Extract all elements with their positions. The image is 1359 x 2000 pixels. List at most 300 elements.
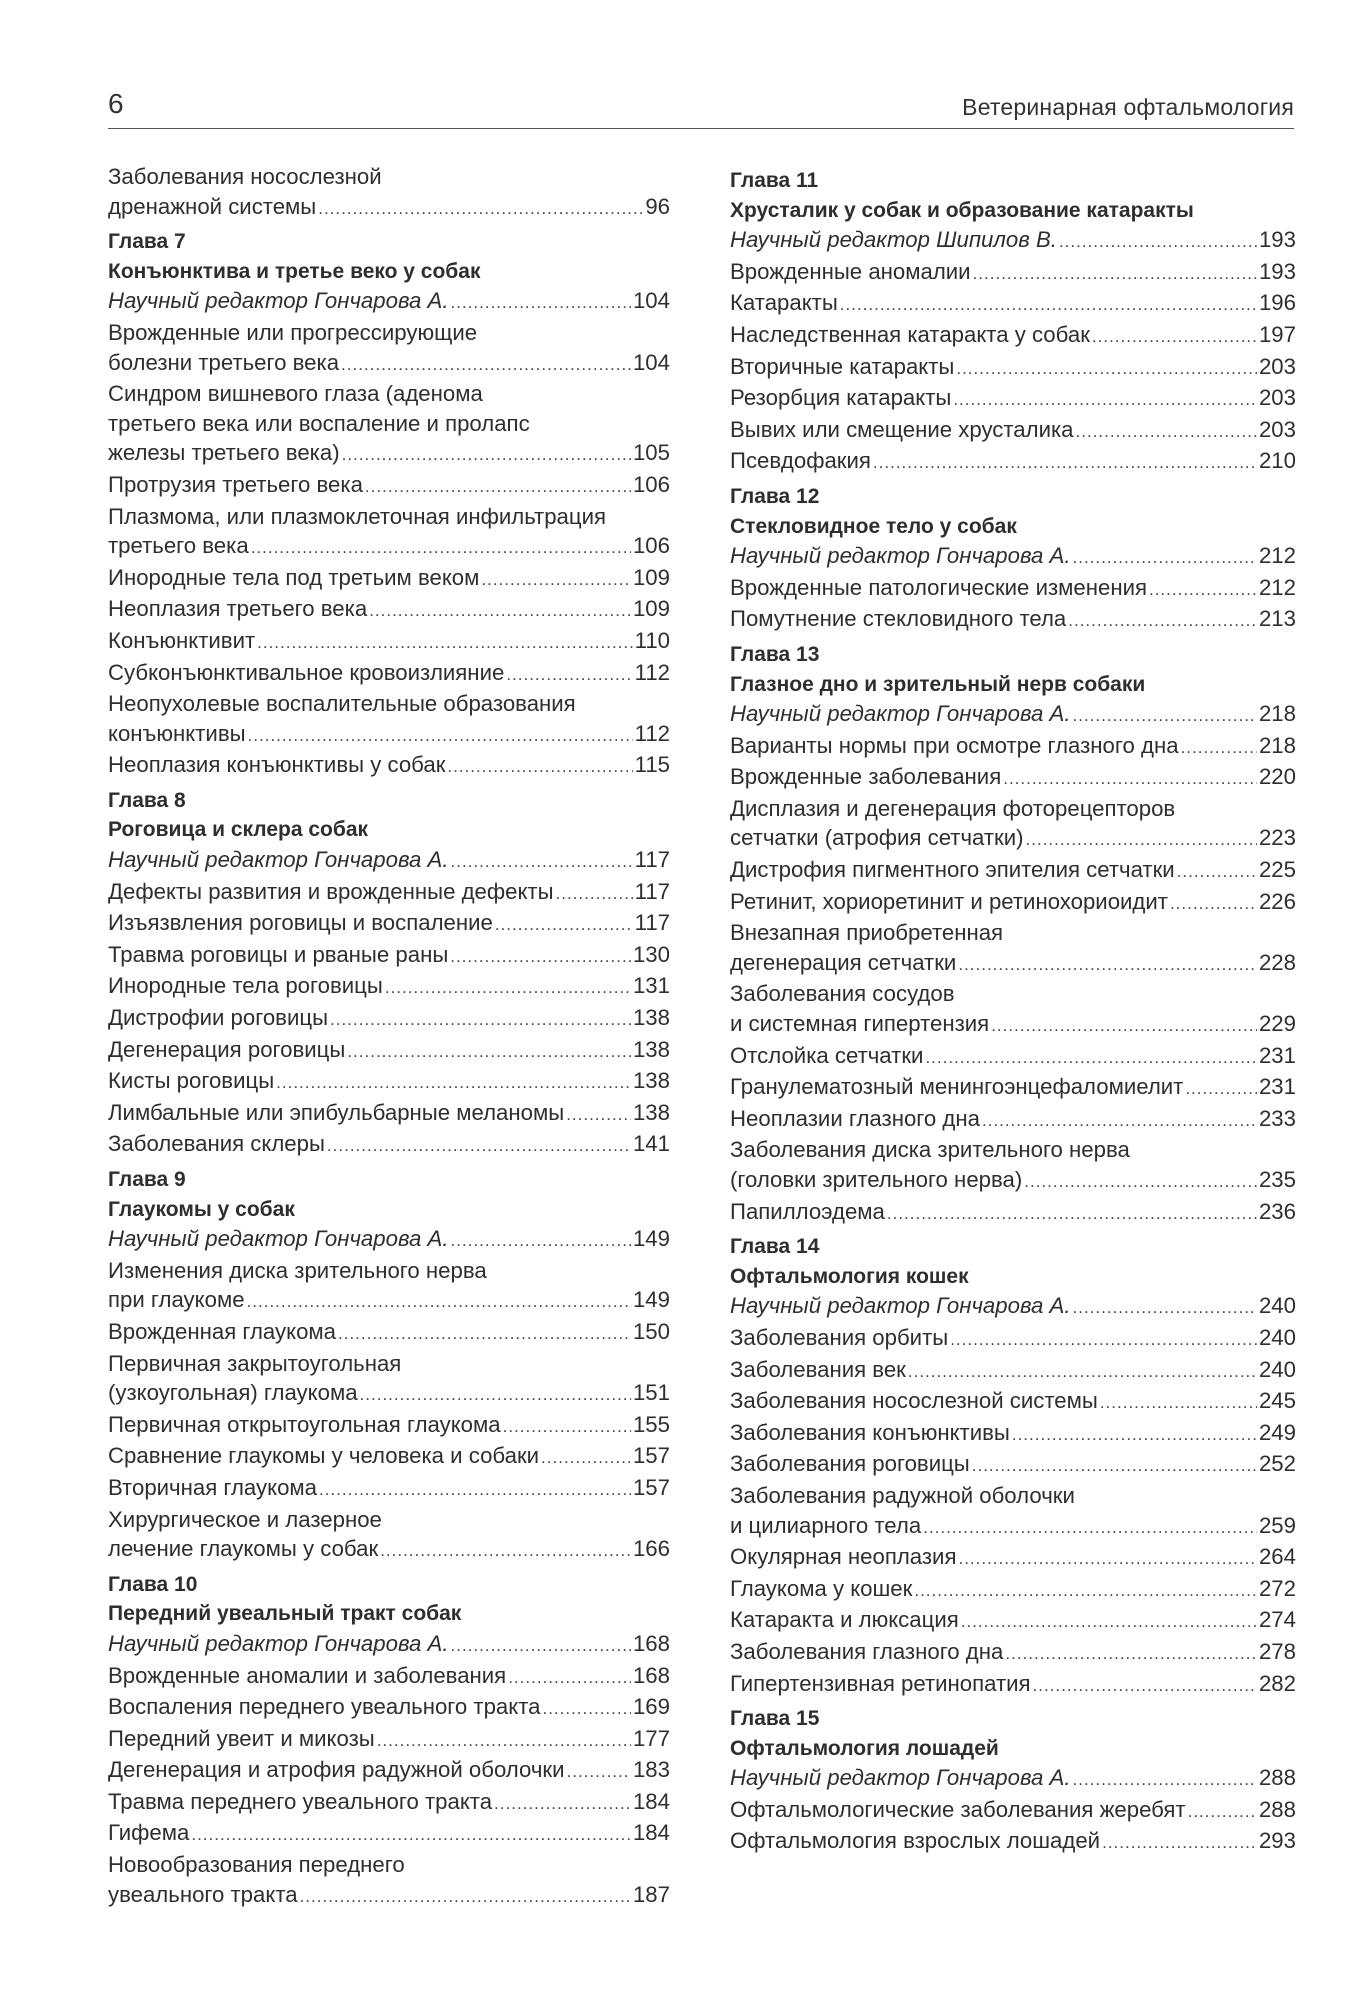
toc-page-number: 138 bbox=[632, 1099, 670, 1125]
scientific-editor-entry bbox=[730, 699, 1296, 731]
toc-entry-text: Неоплазии глазного дна bbox=[730, 1105, 980, 1131]
dot-leader bbox=[567, 1757, 631, 1787]
toc-entry bbox=[730, 1197, 1296, 1229]
dot-leader bbox=[887, 1199, 1257, 1229]
toc-page-number: 117 bbox=[634, 878, 670, 904]
toc-entry-text: Научный редактор Гончарова А. bbox=[730, 543, 1071, 569]
toc-page-number: 203 bbox=[1258, 385, 1296, 411]
toc-entry-line bbox=[108, 438, 670, 470]
toc-entry-line bbox=[730, 446, 1296, 478]
toc-entry-text: Инородные тела роговицы bbox=[108, 973, 383, 999]
toc-entry-text: Заболевания диска зрительного нерва bbox=[730, 1137, 1130, 1163]
toc-entry bbox=[730, 1449, 1296, 1481]
dot-leader bbox=[1185, 1074, 1257, 1104]
toc-page-number: 105 bbox=[632, 440, 670, 466]
dot-leader bbox=[451, 1226, 631, 1256]
toc-entry-text: Протрузия третьего века bbox=[108, 471, 363, 497]
toc-entry-text: Псевдофакия bbox=[730, 448, 871, 474]
dot-leader bbox=[1059, 227, 1257, 257]
toc-page-number: 249 bbox=[1258, 1419, 1296, 1445]
toc-entry-line bbox=[108, 1098, 670, 1130]
toc-entry-text: Врожденные патологические изменения bbox=[730, 574, 1147, 600]
toc-entry-text: Заболевания орбиты bbox=[730, 1324, 949, 1350]
toc-page-number: 235 bbox=[1258, 1167, 1296, 1192]
dot-leader bbox=[958, 1544, 1257, 1574]
toc-entry bbox=[730, 1072, 1296, 1104]
toc-page-number: 245 bbox=[1258, 1388, 1296, 1414]
chapter-title: Офтальмология лошадей bbox=[730, 1736, 999, 1760]
dot-leader bbox=[495, 910, 633, 940]
toc-page-number: 236 bbox=[1258, 1198, 1296, 1224]
toc-entry bbox=[730, 320, 1296, 352]
chapter-block bbox=[108, 786, 670, 1161]
toc-page-number: 184 bbox=[632, 1788, 670, 1814]
toc-entry-text: (узкоугольная) глаукома bbox=[108, 1380, 358, 1406]
toc-entry-text: Научный редактор Гончарова А. bbox=[108, 1630, 449, 1656]
toc-entry-text: Офтальмология взрослых лошадей bbox=[730, 1828, 1101, 1854]
toc-entry bbox=[730, 573, 1296, 605]
toc-entry bbox=[108, 1441, 670, 1473]
toc-entry-text: Изъязвления роговицы и воспаление bbox=[108, 910, 493, 936]
chapter-title: Офтальмология кошек bbox=[730, 1264, 969, 1288]
toc-entry-line bbox=[730, 948, 1296, 980]
dot-leader bbox=[451, 847, 633, 877]
scientific-editor-entry bbox=[730, 1763, 1296, 1795]
dot-leader bbox=[365, 472, 631, 502]
dot-leader bbox=[1092, 322, 1257, 352]
toc-entry bbox=[108, 626, 670, 658]
toc-entry-line bbox=[730, 1323, 1296, 1355]
dot-leader bbox=[191, 1820, 631, 1850]
dot-leader bbox=[481, 565, 631, 595]
toc-entry-text: Научный редактор Гончарова А. bbox=[730, 1293, 1071, 1319]
toc-page-number: 184 bbox=[632, 1820, 670, 1846]
toc-entry bbox=[108, 1473, 670, 1505]
toc-page-number: 96 bbox=[645, 193, 670, 219]
toc-entry-line bbox=[730, 1795, 1296, 1827]
toc-entry bbox=[108, 1256, 670, 1317]
dot-leader bbox=[1073, 1293, 1257, 1323]
toc-entry-text: Заболевания век bbox=[730, 1356, 906, 1382]
chapter-block bbox=[730, 1232, 1296, 1700]
dot-leader bbox=[973, 259, 1257, 289]
scientific-editor-entry bbox=[108, 1629, 670, 1661]
toc-entry-line bbox=[108, 1035, 670, 1067]
toc-entry-text: Передний увеит и микозы bbox=[108, 1725, 375, 1751]
toc-entry-text: Ретинит, хориоретинит и ретинохориоидит bbox=[730, 888, 1168, 914]
toc-entry-line bbox=[730, 1763, 1296, 1795]
chapter-title: Конъюнктива и третье веко у собак bbox=[108, 259, 481, 283]
toc-entry-text: Научный редактор Гончарова А. bbox=[108, 1226, 449, 1252]
toc-entry-line bbox=[730, 320, 1296, 352]
toc-entry-text: конъюнктивы bbox=[108, 720, 246, 746]
toc-page-number: 104 bbox=[632, 288, 670, 314]
toc-entry-text: Неоплазия третьего века bbox=[108, 596, 368, 622]
toc-entry bbox=[730, 257, 1296, 289]
dot-leader bbox=[360, 1380, 631, 1410]
toc-page-number: 240 bbox=[1258, 1293, 1296, 1319]
chapter-label: Глава 13 bbox=[730, 642, 820, 666]
toc-entry bbox=[730, 731, 1296, 763]
toc-entry-line bbox=[108, 1285, 670, 1317]
toc-page-number: 228 bbox=[1258, 949, 1296, 975]
toc-entry-text: Научный редактор Гончарова А. bbox=[730, 701, 1071, 727]
toc-entry bbox=[730, 1041, 1296, 1073]
dot-leader bbox=[248, 721, 633, 751]
toc-page-number: 187 bbox=[632, 1881, 670, 1907]
toc-entry bbox=[108, 877, 670, 909]
toc-entry-text: Плазмома, или плазмоклеточная инфильтрация bbox=[108, 503, 607, 529]
toc-entry-text: Резорбция катаракты bbox=[730, 385, 952, 411]
toc-entry bbox=[108, 162, 670, 223]
toc-entry bbox=[108, 940, 670, 972]
toc-page-number: 213 bbox=[1258, 606, 1296, 632]
toc-entry bbox=[108, 502, 670, 563]
toc-entry bbox=[730, 979, 1296, 1040]
toc-entry-text: Помутнение стекловидного тела bbox=[730, 606, 1067, 632]
toc-page-number: 141 bbox=[632, 1131, 670, 1157]
toc-entry bbox=[730, 918, 1296, 979]
toc-entry-text: третьего века bbox=[108, 533, 249, 559]
toc-page-number: 110 bbox=[634, 627, 670, 653]
toc-entry bbox=[108, 1787, 670, 1819]
toc-left-column bbox=[108, 162, 670, 1911]
toc-entry-text: Вторичная глаукома bbox=[108, 1474, 318, 1500]
toc-entry bbox=[730, 762, 1296, 794]
toc-entry-line bbox=[108, 750, 670, 782]
chapter-label: Глава 8 bbox=[108, 788, 186, 812]
toc-entry bbox=[730, 1355, 1296, 1387]
toc-page-number: 168 bbox=[632, 1630, 670, 1656]
toc-entry-text: лечение глаукомы у собак bbox=[108, 1536, 379, 1562]
toc-entry-text: Гранулематозный менингоэнцефаломиелит bbox=[730, 1074, 1184, 1100]
dot-leader bbox=[1181, 733, 1257, 763]
toc-entry-line bbox=[108, 1534, 670, 1566]
toc-entry bbox=[108, 658, 670, 690]
dot-leader bbox=[508, 1663, 631, 1693]
chapter-title: Хрусталик у собак и образование катаракты bbox=[730, 198, 1194, 222]
toc-page-number: 106 bbox=[632, 533, 670, 559]
dot-leader bbox=[377, 1726, 631, 1756]
chapter-block bbox=[108, 1165, 670, 1566]
toc-entry-line bbox=[108, 1410, 670, 1442]
toc-page-number: 233 bbox=[1258, 1105, 1296, 1131]
scientific-editor-entry bbox=[108, 845, 670, 877]
toc-entry-line bbox=[108, 1066, 670, 1098]
dot-leader bbox=[342, 440, 631, 470]
toc-entry-text: Лимбальные или эпибульбарные меланомы bbox=[108, 1099, 565, 1125]
toc-entry-text: Вывих или смещение хрусталика bbox=[730, 416, 1074, 442]
toc-entry-line bbox=[108, 192, 670, 224]
toc-entry-text: Врожденная глаукома bbox=[108, 1318, 337, 1344]
toc-page-number: 197 bbox=[1258, 321, 1296, 347]
dot-leader bbox=[925, 1043, 1257, 1073]
toc-entry-line bbox=[730, 1449, 1296, 1481]
toc-entry-line bbox=[108, 908, 670, 940]
dot-leader bbox=[257, 628, 632, 658]
toc-entry-line bbox=[730, 1165, 1296, 1197]
toc-page-number: 240 bbox=[1258, 1324, 1296, 1350]
toc-page-number: 168 bbox=[632, 1662, 670, 1688]
dot-leader bbox=[451, 288, 631, 318]
toc-entry-text: Гифема bbox=[108, 1820, 190, 1846]
dot-leader bbox=[950, 1325, 1257, 1355]
toc-entry-line bbox=[108, 594, 670, 626]
toc-entry-text: (головки зрительного нерва) bbox=[730, 1167, 1023, 1192]
dot-leader bbox=[991, 1011, 1257, 1041]
toc-entry-line bbox=[108, 877, 670, 909]
toc-page-number: 282 bbox=[1258, 1670, 1296, 1696]
toc-entry bbox=[108, 1003, 670, 1035]
scientific-editor-entry bbox=[730, 541, 1296, 573]
dot-leader bbox=[247, 1287, 631, 1317]
toc-entry-line bbox=[108, 1787, 670, 1819]
dot-leader bbox=[251, 533, 631, 563]
toc-page-number: 112 bbox=[634, 659, 670, 685]
dot-leader bbox=[300, 1882, 631, 1912]
dot-leader bbox=[873, 448, 1257, 478]
toc-entry-line bbox=[108, 1224, 670, 1256]
chapter-label: Глава 15 bbox=[730, 1707, 820, 1731]
toc-entry-line bbox=[108, 1441, 670, 1473]
dot-leader bbox=[380, 1536, 631, 1566]
toc-entry-line bbox=[108, 1473, 670, 1505]
toc-page-number: 193 bbox=[1258, 258, 1296, 284]
toc-page-number: 157 bbox=[632, 1443, 670, 1469]
toc-entry-text: дегенерация сетчатки bbox=[730, 949, 957, 975]
toc-entry-line bbox=[108, 1378, 670, 1410]
toc-page-number: 106 bbox=[632, 471, 670, 497]
toc-entry bbox=[108, 1098, 670, 1130]
toc-entry-line bbox=[730, 1355, 1296, 1387]
toc-entry-line bbox=[108, 626, 670, 658]
toc-entry-text: Дисплазия и дегенерация фоторецепторов bbox=[730, 795, 1176, 821]
toc-entry-text: Хирургическое и лазерное bbox=[108, 1506, 382, 1532]
toc-entry bbox=[730, 1104, 1296, 1136]
toc-entry bbox=[730, 1637, 1296, 1669]
chapter-block bbox=[730, 482, 1296, 636]
toc-entry bbox=[108, 1349, 670, 1410]
dot-leader bbox=[347, 1037, 631, 1067]
toc-page-number: 149 bbox=[632, 1226, 670, 1252]
toc-entry bbox=[730, 446, 1296, 478]
toc-entry-text: Отслойка сетчатки bbox=[730, 1042, 924, 1068]
toc-entry-line bbox=[730, 1009, 1296, 1041]
toc-entry-text: при глаукоме bbox=[108, 1287, 245, 1313]
toc-entry bbox=[108, 1850, 670, 1911]
dot-leader bbox=[961, 1607, 1257, 1637]
toc-page-number: 226 bbox=[1258, 888, 1296, 914]
toc-entry-text: Дегенерация и атрофия радужной оболочки bbox=[108, 1757, 565, 1783]
toc-entry-line bbox=[730, 288, 1296, 320]
chapter-block bbox=[730, 166, 1296, 478]
dot-leader bbox=[982, 1106, 1257, 1136]
toc-entry-line bbox=[108, 1724, 670, 1756]
dot-leader bbox=[318, 194, 643, 224]
dot-leader bbox=[327, 1131, 631, 1161]
toc-entry-line bbox=[730, 541, 1296, 573]
dot-leader bbox=[338, 1319, 631, 1349]
toc-page-number: 130 bbox=[632, 941, 670, 967]
toc-entry bbox=[108, 908, 670, 940]
toc-entry-line bbox=[730, 1291, 1296, 1323]
chapter-block bbox=[730, 640, 1296, 1228]
toc-entry bbox=[730, 1542, 1296, 1574]
toc-page-number: 278 bbox=[1258, 1638, 1296, 1664]
scientific-editor-entry bbox=[108, 1224, 670, 1256]
toc-entry-line bbox=[730, 855, 1296, 887]
toc-entry-text: Врожденные аномалии bbox=[730, 258, 971, 284]
dot-leader bbox=[1003, 764, 1257, 794]
toc-entry bbox=[730, 352, 1296, 384]
toc-entry-line bbox=[730, 415, 1296, 447]
toc-entry bbox=[730, 887, 1296, 919]
toc-entry-line bbox=[730, 699, 1296, 731]
toc-entry bbox=[108, 594, 670, 626]
toc-entry-line bbox=[730, 823, 1296, 855]
dot-leader bbox=[541, 1443, 631, 1473]
toc-entry-text: Научный редактор Гончарова А. bbox=[108, 847, 449, 873]
toc-page-number: 218 bbox=[1258, 701, 1296, 727]
toc-entry-line bbox=[730, 1418, 1296, 1450]
toc-entry-text: Научный редактор Шипилов В. bbox=[730, 227, 1057, 253]
toc-entry-line bbox=[108, 1692, 670, 1724]
dot-leader bbox=[276, 1068, 631, 1098]
chapter-title: Роговица и склера собак bbox=[108, 818, 369, 842]
toc-entry-line bbox=[730, 1826, 1296, 1858]
dot-leader bbox=[1024, 1167, 1257, 1197]
toc-entry-line bbox=[108, 470, 670, 502]
toc-entry-text: Неопухолевые воспалительные образования bbox=[108, 691, 576, 717]
toc-page-number: 131 bbox=[632, 973, 670, 999]
dot-leader bbox=[1005, 1639, 1257, 1669]
toc-entry-text: Врожденные аномалии и заболевания bbox=[108, 1662, 507, 1688]
toc-entry-text: Катаракты bbox=[730, 290, 838, 316]
scientific-editor-entry bbox=[730, 225, 1296, 257]
toc-entry bbox=[730, 1323, 1296, 1355]
toc-page-number: 203 bbox=[1258, 353, 1296, 379]
toc-page-number: 109 bbox=[632, 596, 670, 622]
toc-entry bbox=[108, 1129, 670, 1161]
toc-entry-text: железы третьего века) bbox=[108, 440, 340, 466]
toc-page-number: 183 bbox=[632, 1757, 670, 1783]
toc-entry-text: Катаракта и люксация bbox=[730, 1607, 959, 1633]
toc-entry bbox=[730, 1669, 1296, 1701]
toc-entry-line bbox=[108, 1818, 670, 1850]
toc-entry-text: Заболевания глазного дна bbox=[730, 1638, 1004, 1664]
dot-leader bbox=[1068, 606, 1257, 636]
chapter-label: Глава 9 bbox=[108, 1168, 186, 1191]
chapter-label: Глава 12 bbox=[730, 484, 820, 508]
chapter-title: Глазное дно и зрительный нерв собаки bbox=[730, 672, 1146, 696]
toc-entry bbox=[730, 1418, 1296, 1450]
toc-entry-line bbox=[108, 563, 670, 595]
toc-page-number: 252 bbox=[1258, 1451, 1296, 1477]
toc-entry-line bbox=[108, 971, 670, 1003]
toc-entry-line bbox=[108, 845, 670, 877]
toc-entry-text: Гипертензивная ретинопатия bbox=[730, 1670, 1031, 1696]
toc-entry-text: Заболевания сосудов bbox=[730, 981, 955, 1007]
toc-entry-line bbox=[108, 1661, 670, 1693]
toc-entry-line bbox=[730, 887, 1296, 919]
toc-entry-text: Врожденные заболевания bbox=[730, 764, 1002, 790]
toc-entry bbox=[108, 689, 670, 750]
toc-entry-line bbox=[108, 1129, 670, 1161]
dot-leader bbox=[1033, 1671, 1257, 1701]
toc-entry-text: дренажной системы bbox=[108, 193, 317, 219]
toc-page-number: 104 bbox=[632, 349, 670, 375]
toc-page-number: 117 bbox=[634, 847, 670, 873]
toc-page-number: 177 bbox=[632, 1725, 670, 1751]
toc-entry-line bbox=[730, 225, 1296, 257]
toc-page-number: 117 bbox=[634, 910, 670, 936]
dot-leader bbox=[542, 1694, 631, 1724]
toc-entry-line bbox=[730, 731, 1296, 763]
dot-leader bbox=[1026, 825, 1257, 855]
toc-page-number: 138 bbox=[632, 1036, 670, 1062]
toc-page-number: 138 bbox=[632, 1068, 670, 1094]
dot-leader bbox=[341, 350, 631, 380]
toc-entry bbox=[108, 750, 670, 782]
toc-page-number: 138 bbox=[632, 1005, 670, 1031]
toc-entry-text: Заболевания носослезной системы bbox=[730, 1388, 1098, 1414]
toc-entry-line bbox=[730, 1072, 1296, 1104]
toc-page-number: 264 bbox=[1258, 1544, 1296, 1570]
toc-entry-line bbox=[730, 1542, 1296, 1574]
dot-leader bbox=[506, 660, 632, 690]
toc-entry-line bbox=[730, 257, 1296, 289]
toc-page-number: 115 bbox=[634, 752, 670, 778]
toc-page-number: 223 bbox=[1258, 825, 1296, 851]
toc-entry-text: увеального тракта bbox=[108, 1881, 298, 1907]
chapter-label: Глава 7 bbox=[108, 230, 186, 254]
toc-entry-line bbox=[108, 719, 670, 751]
toc-entry-text: Дистрофии роговицы bbox=[108, 1005, 329, 1031]
toc-entry-text: Первичная закрытоугольная bbox=[108, 1350, 402, 1376]
toc-page-number: 288 bbox=[1258, 1765, 1296, 1791]
toc-entry bbox=[108, 1724, 670, 1756]
toc-entry-line bbox=[730, 1104, 1296, 1136]
toc-entry-text: Заболевания склеры bbox=[108, 1131, 325, 1157]
toc-entry bbox=[730, 794, 1296, 855]
toc-page-number: 193 bbox=[1258, 227, 1296, 253]
dot-leader bbox=[450, 942, 631, 972]
toc-entry-text: третьего века или воспаление и пролапс bbox=[108, 410, 530, 436]
toc-entry bbox=[108, 1692, 670, 1724]
toc-entry-line bbox=[108, 1629, 670, 1661]
dot-leader bbox=[1073, 1765, 1257, 1795]
toc-right-column bbox=[730, 166, 1296, 1858]
toc-page-number: 157 bbox=[632, 1474, 670, 1500]
dot-leader bbox=[958, 950, 1257, 980]
dot-leader bbox=[330, 1005, 631, 1035]
toc-entry bbox=[108, 470, 670, 502]
toc-page-number: 259 bbox=[1258, 1512, 1296, 1538]
toc-entry-text: Синдром вишневого глаза (аденома bbox=[108, 381, 483, 407]
dot-leader bbox=[1076, 417, 1257, 447]
toc-entry-text: Травма переднего увеального тракта bbox=[108, 1788, 493, 1814]
toc-entry-text: болезни третьего века bbox=[108, 349, 340, 375]
toc-entry-line bbox=[730, 1197, 1296, 1229]
toc-entry-text: Офтальмологические заболевания жеребят bbox=[730, 1796, 1186, 1822]
toc-page-number: 274 bbox=[1258, 1607, 1296, 1633]
dot-leader bbox=[1073, 543, 1257, 573]
toc-page-number: 288 bbox=[1258, 1796, 1296, 1822]
toc-entry-line bbox=[730, 1574, 1296, 1606]
chapter-title: Передний увеальный тракт собак bbox=[108, 1602, 462, 1626]
toc-page-number: 218 bbox=[1258, 732, 1296, 758]
toc-entry-text: и цилиарного тела bbox=[730, 1512, 922, 1538]
